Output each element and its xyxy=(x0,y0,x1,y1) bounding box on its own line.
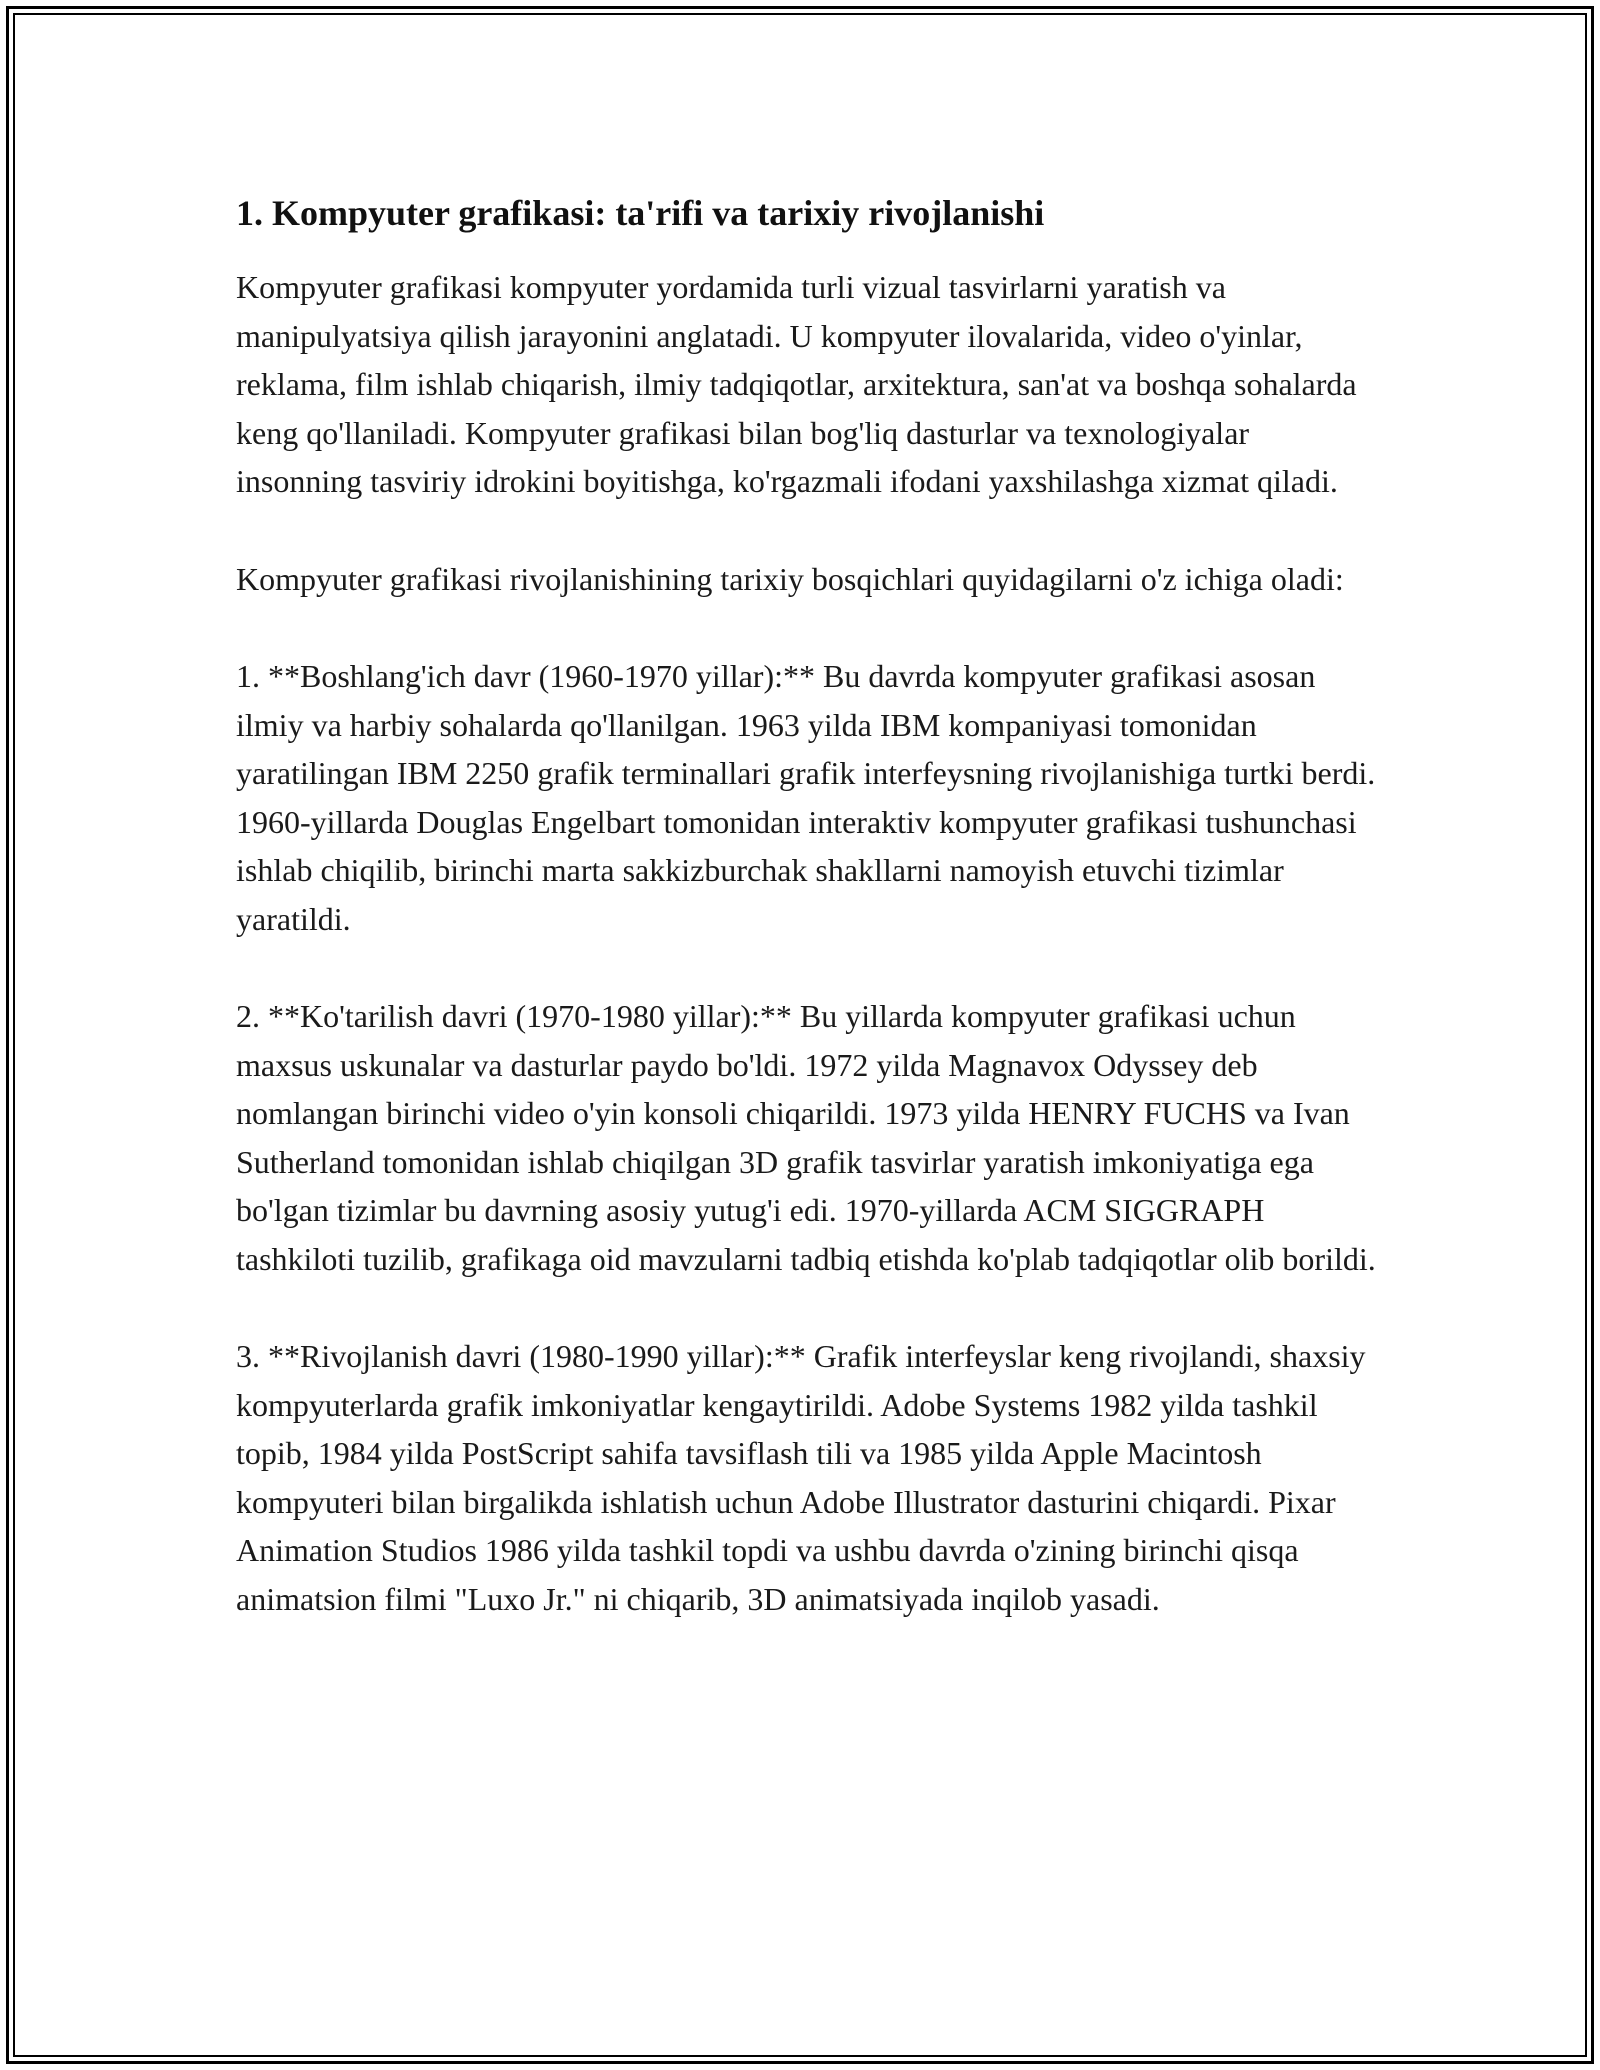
paragraph-stage-2: 2. **Ko'tarilish davri (1970-1980 yillar):** Bu yillarda kompyuter grafikasi uchun maxsus uskunalar va dasturlar paydo bo'ldi. 1972 yilda Magnavox Odyssey deb nomlangan birinchi video o'yin konsoli chiqarildi. 1973 yilda HENRY FUCHS va Ivan Sutherland tomonidan ishlab chiqilgan 3D grafik tasvirlar yaratish imkoniyatiga ega bo'lgan tizimlar bu davrning asosiy yutug'i edi. 1970-yillarda ACM SIGGRAPH tashkiloti tuzilib, grafikaga oid mavzularni tadbiq etishda ko'plab tadqiqotlar olib borildi. xyxy=(236,998,1376,1277)
section-heading: 1. Kompyuter grafikasi: ta'rifi va tarixiy rivojlanishi xyxy=(236,193,1045,233)
paragraph-stage-3: 3. **Rivojlanish davri (1980-1990 yillar):** Grafik interfeyslar keng rivojlandi, shaxsiy kompyuterlarda grafik imkoniyatlar kengaytirildi. Adobe Systems 1982 yilda tashkil topib, 1984 yilda PostScript sahifa tavsiflash tili va 1985 yilda Apple Macintosh kompyuteri bilan birgalikda ishlatish uchun Adobe Illustrator dasturini chiqardi. Pixar Animation Studios 1986 yilda tashkil topdi va ushbu davrda o'zining birinchi qisqa animatsion filmi "Luxo Jr." ni chiqarib, 3D animatsiyada inqilob yasadi. xyxy=(236,1338,1366,1617)
paragraph-definition: Kompyuter grafikasi kompyuter yordamida turli vizual tasvirlarni yaratish va manipulyatsiya qilish jarayonini anglatadi. U kompyuter ilovalarida, video o'yinlar, reklama, film ishlab chiqarish, ilmiy tadqiqotlar, arxitektura, san'at va boshqa sohalarda keng qo'llaniladi. Kompyuter grafikasi bilan bog'liq dasturlar va texnologiyalar insonning tasviriy idrokini boyitishga, ko'rgazmali ifodani yaxshilashga xizmat qiladi. xyxy=(236,269,1357,499)
paragraph-intro-stages: Kompyuter grafikasi rivojlanishining tarixiy bosqichlari quyidagilarni o'z ichiga oladi: xyxy=(236,560,1344,597)
document-body xyxy=(236,185,1376,1672)
paragraph-stage-1: 1. **Boshlang'ich davr (1960-1970 yillar):** Bu davrda kompyuter grafikasi asosan ilmiy va harbiy sohalarda qo'llanilgan. 1963 yilda IBM kompaniyasi tomonidan yaratilingan IBM 2250 grafik terminallari grafik interfeysning rivojlanishiga turtki berdi. 1960-yillarda Douglas Engelbart tomonidan interaktiv kompyuter grafikasi tushunchasi ishlab chiqilib, birinchi marta sakkizburchak shakllarni namoyish etuvchi tizimlar yaratildi. xyxy=(236,658,1376,937)
